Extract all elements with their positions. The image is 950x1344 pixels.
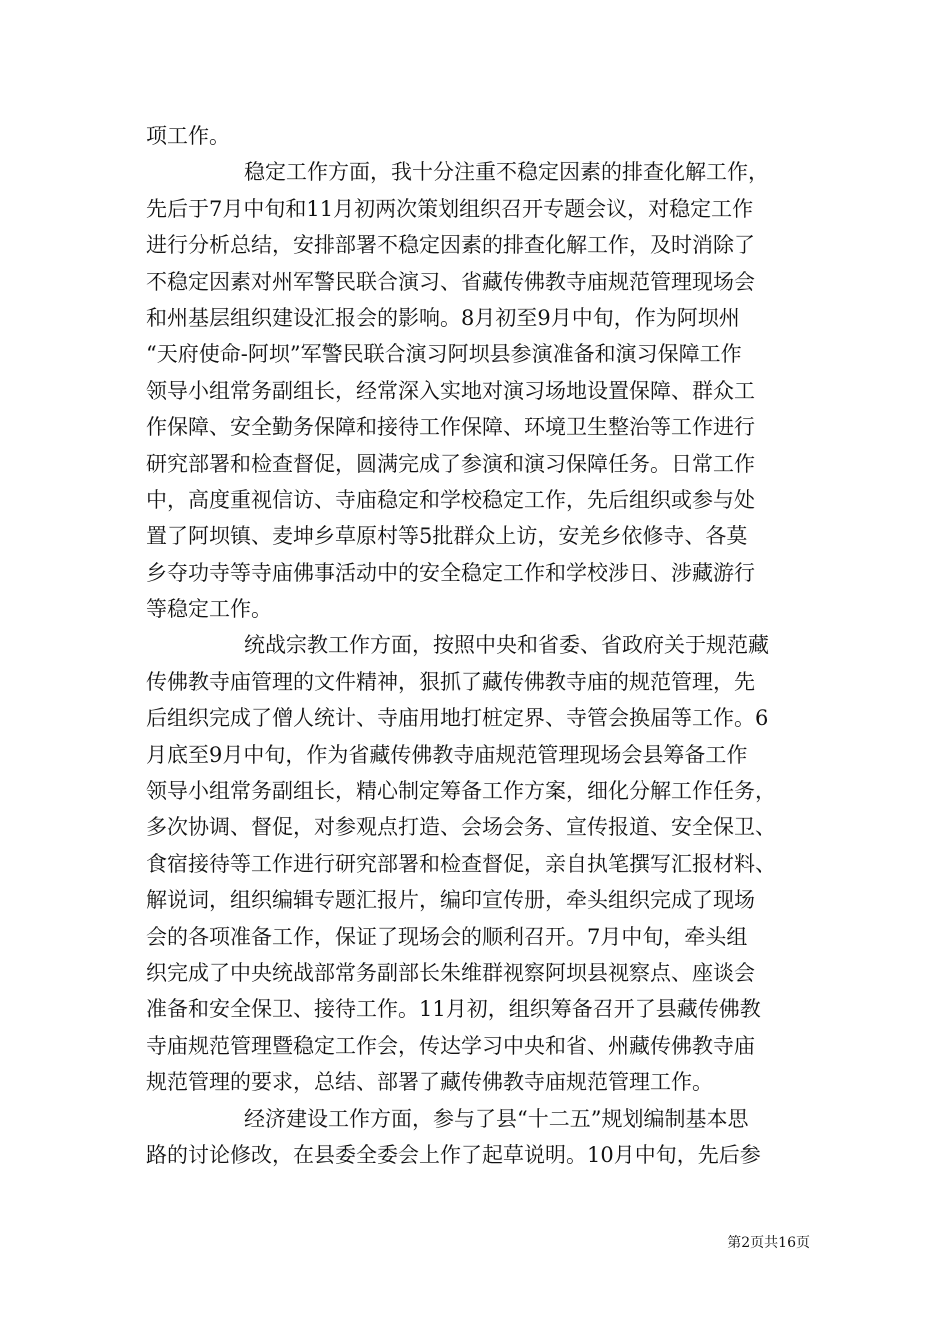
text-line: 先后于7月中旬和11月初两次策划组织召开专题会议，对稳定工作 xyxy=(146,196,754,221)
text-line: 研究部署和检查督促，圆满完成了参演和演习保障任务。日常工作 xyxy=(146,451,755,476)
text-line: 不稳定因素对州军警民联合演习、省藏传佛教寺庙规范管理现场会 xyxy=(146,269,755,294)
text-line: 准备和安全保卫、接待工作。11月初，组织筹备召开了县藏传佛教 xyxy=(146,997,761,1022)
text-line: 进行分析总结，安排部署不稳定因素的排查化解工作，及时消除了 xyxy=(146,233,755,258)
text-line: 传佛教寺庙管理的文件精神，狠抓了藏传佛教寺庙的规范管理，先 xyxy=(146,669,755,694)
text-line: 中，高度重视信访、寺庙稳定和学校稳定工作，先后组织或参与处 xyxy=(146,487,755,512)
text-line: 会的各项准备工作，保证了现场会的顺利召开。7月中旬，牵头组 xyxy=(146,924,748,949)
paragraph-start-stability: 稳定工作方面，我十分注重不稳定因素的排查化解工作， xyxy=(244,160,769,185)
text-line: 作保障、安全勤务保障和接待工作保障、环境卫生整治等工作进行 xyxy=(146,415,755,440)
text-line: 领导小组常务副组长，精心制定筹备工作方案，细化分解工作任务， xyxy=(146,779,776,804)
text-line: 和州基层组织建设汇报会的影响。8月初至9月中旬，作为阿坝州 xyxy=(146,305,740,330)
text-line: 织完成了中央统战部常务副部长朱维群视察阿坝县视察点、座谈会 xyxy=(146,960,755,985)
text-line: 项工作。 xyxy=(146,124,230,148)
document-body xyxy=(146,118,810,1173)
text-line: 食宿接待等工作进行研究部署和检查督促，亲自执笔撰写汇报材料、 xyxy=(146,851,776,876)
text-line: 领导小组常务副组长，经常深入实地对演习场地设置保障、群众工 xyxy=(146,378,755,403)
text-line: 路的讨论修改，在县委全委会上作了起草说明。10月中旬，先后参 xyxy=(146,1142,761,1167)
text-line: 规范管理的要求，总结、部署了藏传佛教寺庙规范管理工作。 xyxy=(146,1070,713,1095)
paragraph-start-united-front: 统战宗教工作方面，按照中央和省委、省政府关于规范藏 xyxy=(244,633,769,658)
text-line: 后组织完成了僧人统计、寺庙用地打桩定界、寺管会换届等工作。6 xyxy=(146,706,769,731)
page-number-footer: 第2页共16页 xyxy=(727,1235,810,1251)
text-line: 乡夺功寺等寺庙佛事活动中的安全稳定工作和学校涉日、涉藏游行 xyxy=(146,560,755,585)
text-line: 多次协调、督促，对参观点打造、会场会务、宣传报道、安全保卫、 xyxy=(146,815,776,840)
text-line: 解说词，组织编辑专题汇报片，编印宣传册，牵头组织完成了现场 xyxy=(146,888,755,913)
text-line: 月底至9月中旬，作为省藏传佛教寺庙规范管理现场会县筹备工作 xyxy=(146,742,748,767)
text-line: 寺庙规范管理暨稳定工作会，传达学习中央和省、州藏传佛教寺庙 xyxy=(146,1033,755,1058)
text-line: 置了阿坝镇、麦坤乡草原村等5批群众上访，安羌乡依修寺、各莫 xyxy=(146,524,748,549)
paragraph-start-economy: 经济建设工作方面，参与了县“十二五”规划编制基本思 xyxy=(244,1106,749,1131)
text-line: 等稳定工作。 xyxy=(146,597,272,622)
text-line: “天府使命-阿坝”军警民联合演习阿坝县参演准备和演习保障工作 xyxy=(146,342,742,367)
